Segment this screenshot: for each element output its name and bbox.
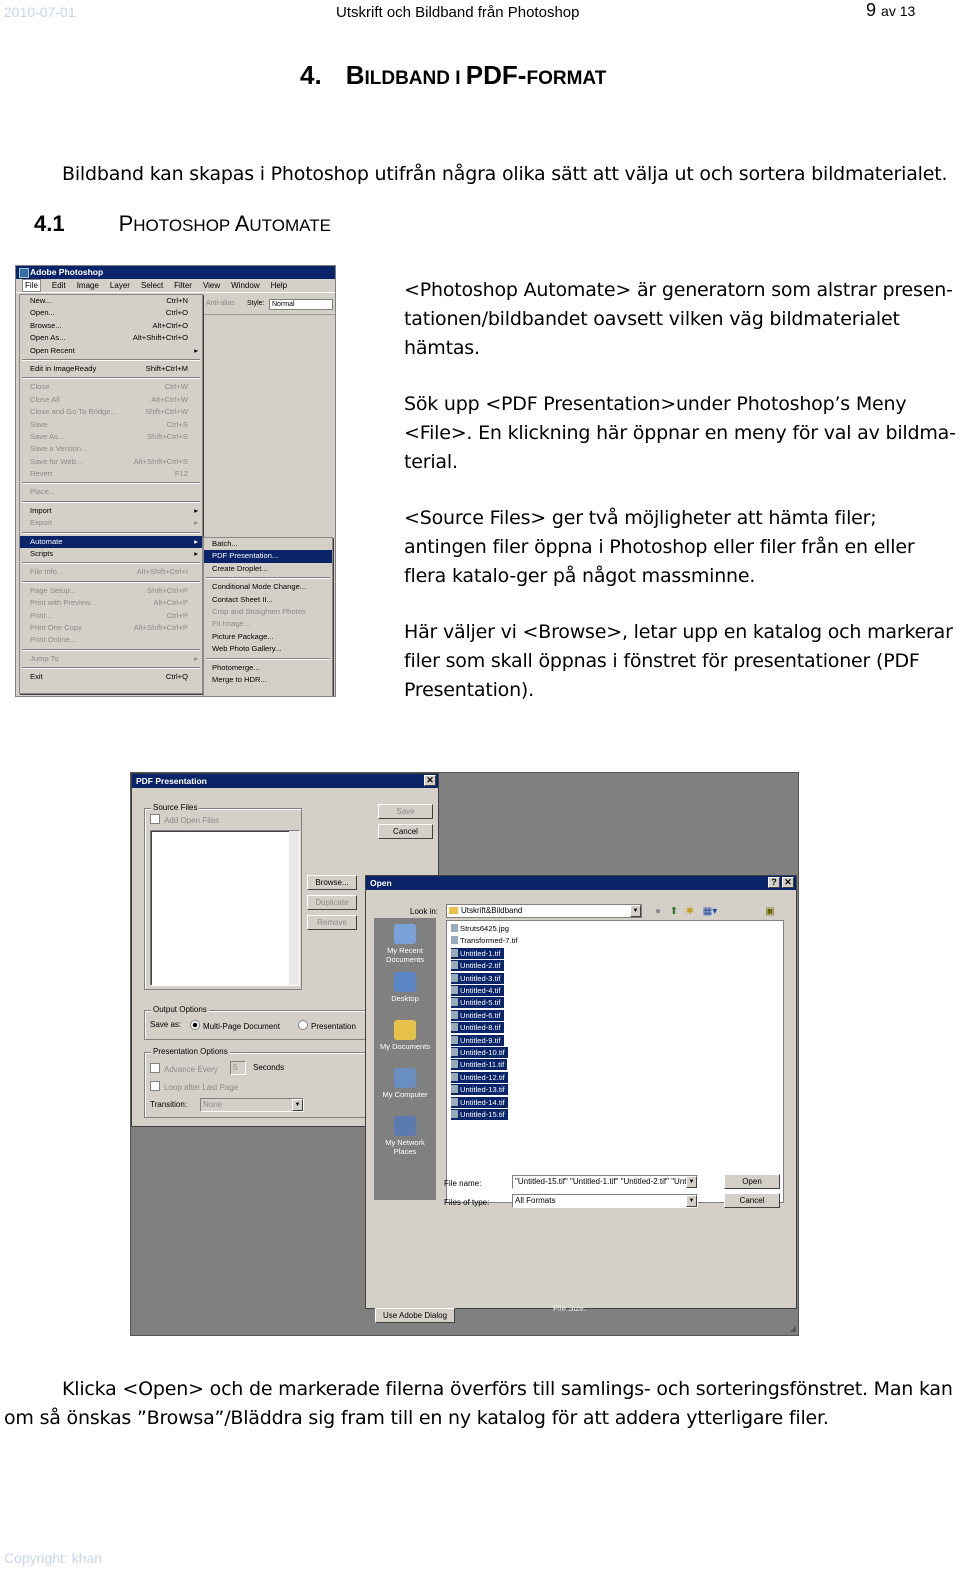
section-title-pdf: PDF- [465, 60, 527, 90]
paragraph: Här väljer vi <Browse>, letar upp en katalog och markerar filer som skall öppnas i fönstret för presentationer (PDF Presentation). [404, 621, 953, 701]
paragraph: <Source Files> ger två möjligheter att hämta filer; antingen filer öppna i Photoshop eller filer från en eller flera katalo-ger på något massminne. [404, 507, 915, 587]
menu-item-label: Exit [30, 672, 43, 682]
section-number: 4. [300, 60, 322, 90]
file-item[interactable]: Untitled-5.tif [451, 997, 504, 1008]
pdf-dialog-title [132, 774, 438, 788]
menu-item-label: Open Recent [30, 345, 75, 355]
menu-item-shortcut: Ctrl+N [166, 296, 188, 305]
automate-menu-item[interactable]: Create Droplet... [212, 563, 268, 573]
menu-item-label: Close and Go To Bridge... [30, 407, 117, 417]
source-files-list[interactable] [150, 830, 300, 986]
file-menu-item[interactable] [20, 443, 202, 455]
presentation-options-label: Presentation Options [153, 1047, 228, 1056]
menu-item-label: File Info... [30, 567, 64, 577]
save-button[interactable]: Save [378, 804, 433, 819]
header-title: Utskrift och Bildband från Photoshop [336, 4, 580, 21]
menu-item-shortcut: Shift+Ctrl+M [145, 363, 188, 373]
advance-seconds-field[interactable]: 5 [230, 1061, 246, 1075]
open-button[interactable]: Open [724, 1174, 780, 1189]
multi-page-radio[interactable]: Multi-Page Document [190, 1020, 280, 1031]
file-menu-item[interactable] [20, 381, 202, 393]
closing-paragraph: Klicka <Open> och de markerade filerna överförs till samlings- och sorteringsfönstret. Man kan om så önskas ”Browsa”/Bläddra sig fram till en ny katalog för att addera ytterligare filer. [4, 1378, 953, 1429]
menu-item-label: Print Online... [30, 635, 77, 645]
chevron-right-icon: ▸ [194, 345, 198, 355]
menu-item-shortcut: Ctrl+P [166, 610, 188, 620]
file-menu-item[interactable] [20, 320, 202, 332]
help-icon[interactable]: ? [768, 877, 780, 888]
pdf-dialog-title-text: PDF Presentation [136, 776, 207, 786]
use-adobe-dialog-button[interactable]: Use Adobe Dialog [375, 1308, 455, 1323]
menu-file[interactable]: File [22, 279, 41, 292]
remove-button[interactable]: Remove [307, 915, 357, 930]
output-options-label: Output Options [153, 1005, 207, 1014]
section-title-cap: B [345, 60, 365, 90]
menu-item-label: Page Setup... [30, 585, 77, 595]
menu-item-label: Print One Copy [30, 622, 82, 632]
transition-select[interactable] [200, 1098, 304, 1112]
places-bar [374, 918, 436, 1200]
menu-item-label: Open As... [30, 333, 66, 343]
automate-menu-item[interactable]: Fit Image... [212, 619, 250, 629]
file-menu-item[interactable] [20, 597, 202, 609]
section-title-part: ILDBAND I [364, 68, 466, 89]
file-menu-item[interactable] [20, 585, 202, 597]
file-menu-item[interactable] [20, 406, 202, 418]
file-menu-item[interactable] [20, 548, 202, 560]
file-menu-item[interactable] [20, 566, 202, 578]
desktop-icon [394, 972, 416, 992]
my-computer-icon [394, 1068, 416, 1088]
chevron-down-icon[interactable]: ▼ [630, 905, 641, 917]
close-icon[interactable]: ✕ [782, 877, 794, 888]
folder-tools-icon[interactable]: ▣ [765, 906, 775, 917]
menu-item-label: Edit in ImageReady [30, 363, 97, 373]
chevron-right-icon: ▸ [194, 505, 198, 515]
section-heading [300, 60, 606, 91]
resize-grip-icon[interactable]: ◢ [789, 1324, 796, 1333]
file-menu-item[interactable] [20, 622, 202, 634]
footer-copyright: Copyright: khan [4, 1550, 103, 1566]
photoshop-menubar [16, 279, 335, 293]
place-item[interactable] [374, 924, 436, 964]
file-menu-item[interactable] [20, 419, 202, 431]
menu-item-shortcut: Ctrl+W [164, 382, 188, 392]
menu-item-shortcut: Shift+Ctrl+S [147, 431, 188, 441]
menu-item-label: Open... [30, 308, 55, 318]
file-item[interactable]: Untitled-11.tif [451, 1059, 507, 1070]
transition-label: Transition: [150, 1100, 188, 1109]
menu-select[interactable]: Select [140, 281, 164, 290]
network-places-icon [394, 1116, 416, 1136]
place-item[interactable] [374, 1068, 436, 1099]
menu-item-shortcut: Alt+Shift+Ctrl+O [132, 333, 188, 343]
menu-item-shortcut: Ctrl+O [165, 308, 188, 318]
file-menu-item[interactable] [20, 610, 202, 622]
file-menu-item[interactable] [20, 307, 202, 319]
file-menu-item[interactable] [20, 431, 202, 443]
place-label: My Documents [379, 1042, 430, 1051]
menu-item-shortcut: Alt+Ctrl+P [153, 598, 188, 608]
folder-icon [449, 907, 458, 914]
open-dialog-title [366, 876, 796, 890]
automate-menu-item[interactable]: PDF Presentation... [204, 550, 332, 562]
menu-item-label: Save a Version... [30, 444, 88, 454]
menu-item-shortcut: Alt+Shift+Ctrl+P [133, 622, 188, 632]
seconds-label: Seconds [253, 1063, 285, 1072]
subsection-cap1: P [118, 211, 134, 236]
menu-item-label: Close All [30, 394, 60, 404]
view-menu-icon[interactable]: ▦▾ [702, 906, 718, 917]
chevron-down-icon[interactable]: ▼ [686, 1195, 697, 1207]
menu-item-label: Browse... [30, 320, 62, 330]
file-menu-item[interactable] [20, 468, 202, 480]
place-label: My Network Places [385, 1138, 425, 1156]
up-folder-icon[interactable]: ⬆ [669, 906, 679, 917]
file-menu-item[interactable] [20, 332, 202, 344]
menu-item-shortcut: Alt+Shift+Ctrl+I [136, 567, 188, 577]
look-in-value: Utskrift&Bildband [461, 906, 523, 915]
browse-button[interactable]: Browse... [307, 875, 357, 890]
file-menu-item[interactable] [20, 456, 202, 468]
menu-item-label: Save for Web... [30, 456, 83, 466]
file-item[interactable]: Untitled-3.tif [451, 973, 504, 984]
chevron-right-icon: ▸ [194, 536, 198, 546]
menu-item-label: Close [30, 382, 50, 392]
chevron-down-icon[interactable]: ▼ [292, 1099, 303, 1111]
transition-value: None [203, 1100, 223, 1109]
menu-item-shortcut: Ctrl+Q [165, 672, 188, 682]
menu-item-label: Print... [30, 610, 52, 620]
style-input[interactable]: Normal [269, 299, 333, 310]
menu-item-label: Place... [30, 487, 56, 497]
menu-view[interactable]: View [202, 281, 221, 290]
file-item[interactable]: Untitled-2.tif [451, 960, 504, 971]
automate-menu-item[interactable]: Batch... [212, 539, 238, 548]
file-item[interactable]: Transformed-7.tif [451, 935, 521, 946]
file-item[interactable]: Untitled-12.tif [451, 1072, 508, 1083]
file-menu-item[interactable] [20, 486, 202, 498]
menu-layer[interactable]: Layer [109, 281, 130, 290]
automate-menu-item[interactable]: Web Photo Gallery... [212, 644, 282, 654]
file-menu-item[interactable] [20, 536, 202, 548]
file-menu-item[interactable] [20, 671, 202, 683]
page-of: av 13 [881, 3, 916, 19]
menu-filter[interactable]: Filter [174, 281, 192, 290]
page-number: 9 [866, 0, 877, 20]
look-in-label: Look in: [410, 907, 439, 916]
menu-item-shortcut: Ctrl+S [166, 419, 188, 429]
menu-item-shortcut: Shift+Ctrl+P [147, 585, 188, 595]
place-item[interactable] [374, 1020, 436, 1051]
menu-item-label: Export [30, 518, 52, 528]
save-as-label: Save as: [150, 1020, 182, 1029]
look-in-select[interactable] [446, 904, 642, 918]
files-of-type-select[interactable] [512, 1194, 698, 1208]
paragraph: <Photoshop Automate> är generatorn som alstrar presen-tationen/bildbandet oavsett vilken väg bildmaterialet hämtas. [404, 279, 953, 359]
menu-item-label: Revert [30, 469, 53, 479]
loop-checkbox[interactable]: Loop after Last Page [150, 1081, 238, 1092]
advance-every-checkbox[interactable]: Advance Every [150, 1063, 218, 1074]
back-icon[interactable]: ● [654, 906, 662, 917]
place-item[interactable] [374, 972, 436, 1003]
photoshop-menu-screenshot [15, 265, 336, 697]
file-item[interactable]: Untitled-8.tif [451, 1022, 504, 1033]
place-label: My Recent Documents [386, 946, 424, 964]
file-item[interactable]: Untitled-4.tif [451, 985, 504, 996]
automate-menu-item[interactable]: Crop and Straighten Photos [212, 606, 306, 616]
header-date: 2010-07-01 [4, 4, 76, 20]
menu-item-shortcut: Alt+Shift+Ctrl+S [133, 456, 188, 466]
menu-image[interactable]: Image [76, 281, 99, 290]
file-name-input[interactable] [512, 1175, 698, 1189]
menu-item-label: Jump To [30, 653, 59, 663]
chevron-right-icon: ▸ [194, 518, 198, 528]
automate-menu-item[interactable]: Conditional Mode Change... [212, 582, 307, 592]
menu-window[interactable]: Window [231, 281, 260, 290]
file-item[interactable]: Untitled-15.tif [451, 1109, 508, 1120]
file-name-value: "Untitled-15.tif" "Untitled-1.tif" "Untitled-2.tif" "Unt [515, 1177, 687, 1186]
file-menu-item[interactable] [20, 295, 202, 307]
file-item[interactable]: Struts6425.jpg [451, 923, 512, 934]
automate-menu-item[interactable]: Picture Package... [212, 631, 274, 641]
subsection-rest2: UTOMATE [249, 216, 331, 235]
menu-item-shortcut: Shift+Ctrl+W [144, 407, 188, 417]
file-menu-item[interactable] [20, 653, 202, 665]
menu-item-label: Automate [30, 536, 63, 546]
duplicate-button[interactable]: Duplicate [307, 895, 357, 910]
file-menu-item[interactable] [20, 505, 202, 517]
explanation-text [404, 276, 956, 732]
menu-help[interactable]: Help [270, 281, 288, 290]
chevron-right-icon: ▸ [194, 549, 198, 559]
menu-item-shortcut: F12 [174, 469, 188, 479]
menu-edit[interactable]: Edit [51, 281, 66, 290]
close-icon[interactable]: ✕ [424, 775, 436, 786]
new-folder-icon[interactable]: ✱ [685, 906, 695, 917]
file-menu-item[interactable] [20, 363, 202, 375]
automate-menu-item[interactable]: Photomerge... [212, 662, 260, 672]
open-dialog [365, 875, 797, 1309]
place-item[interactable] [374, 1116, 436, 1156]
menu-item-label: New... [30, 296, 52, 305]
options-bar [203, 295, 336, 315]
menu-item-label: Save [30, 419, 48, 429]
file-menu-item[interactable] [20, 517, 202, 529]
menu-item-label: Save As... [30, 431, 65, 441]
cancel-button[interactable]: Cancel [378, 824, 433, 839]
file-item[interactable]: Untitled-1.tif [451, 948, 504, 959]
place-label: My Computer [382, 1090, 428, 1099]
menu-item-label: Print with Preview... [30, 598, 97, 608]
automate-menu-item[interactable]: Merge to HDR... [212, 674, 267, 684]
chevron-right-icon: ▸ [194, 653, 198, 663]
antialias-label: Anti-alias [206, 300, 235, 307]
file-item[interactable]: Untitled-6.tif [451, 1010, 504, 1021]
recent-documents-icon [394, 924, 416, 944]
subsection-cap2: A [234, 211, 250, 236]
file-menu [19, 294, 203, 694]
menu-item-label: Scripts [30, 549, 54, 559]
subsection-number: 4.1 [34, 211, 65, 236]
place-label: Desktop [391, 994, 419, 1003]
automate-submenu [203, 537, 333, 697]
file-menu-item[interactable] [20, 634, 202, 646]
file-name-label: File name: [444, 1179, 482, 1188]
intro-paragraph: Bildband kan skapas i Photoshop utifrån några olika sätt att välja ut och sortera bildmaterialet. [62, 163, 948, 185]
automate-menu-item[interactable]: Contact Sheet II... [212, 594, 273, 604]
paragraph: Sök upp <PDF Presentation>under Photoshop’s Meny <File>. En klickning här öppnar en meny för val av bildma-terial. [404, 393, 956, 473]
add-open-files-checkbox[interactable]: Add Open Files [150, 814, 219, 825]
menu-item-shortcut: Alt+Ctrl+W [151, 394, 188, 404]
open-dialog-title-text: Open [370, 878, 392, 888]
files-of-type-label: Files of type: [444, 1198, 490, 1207]
file-item[interactable]: Untitled-9.tif [451, 1035, 504, 1046]
style-label: Style: [247, 300, 265, 307]
file-size-label: File Size: [553, 1304, 586, 1313]
files-of-type-value: All Formats [515, 1196, 556, 1205]
file-item[interactable]: Untitled-13.tif [451, 1084, 508, 1095]
menu-item-shortcut: Alt+Ctrl+O [152, 320, 188, 330]
cancel-button[interactable]: Cancel [724, 1193, 780, 1208]
subsection-rest1: HOTOSHOP [133, 216, 235, 235]
file-list [446, 920, 784, 1203]
presentation-radio[interactable]: Presentation [298, 1020, 356, 1031]
file-menu-item[interactable] [20, 394, 202, 406]
my-documents-icon [394, 1020, 416, 1040]
file-item[interactable]: Untitled-14.tif [451, 1097, 508, 1108]
header-page [866, 0, 915, 21]
chevron-down-icon[interactable]: ▼ [686, 1176, 697, 1188]
menu-item-label: Import [30, 505, 52, 515]
photoshop-titlebar: Adobe Photoshop [16, 266, 335, 279]
subsection-heading [34, 211, 331, 237]
pdf-presentation-screenshot [130, 772, 799, 1336]
file-item[interactable]: Untitled-10.tif [451, 1047, 508, 1058]
source-files-label: Source Files [153, 803, 198, 812]
section-title-part2: FORMAT [526, 68, 607, 89]
file-menu-item[interactable] [20, 345, 202, 357]
